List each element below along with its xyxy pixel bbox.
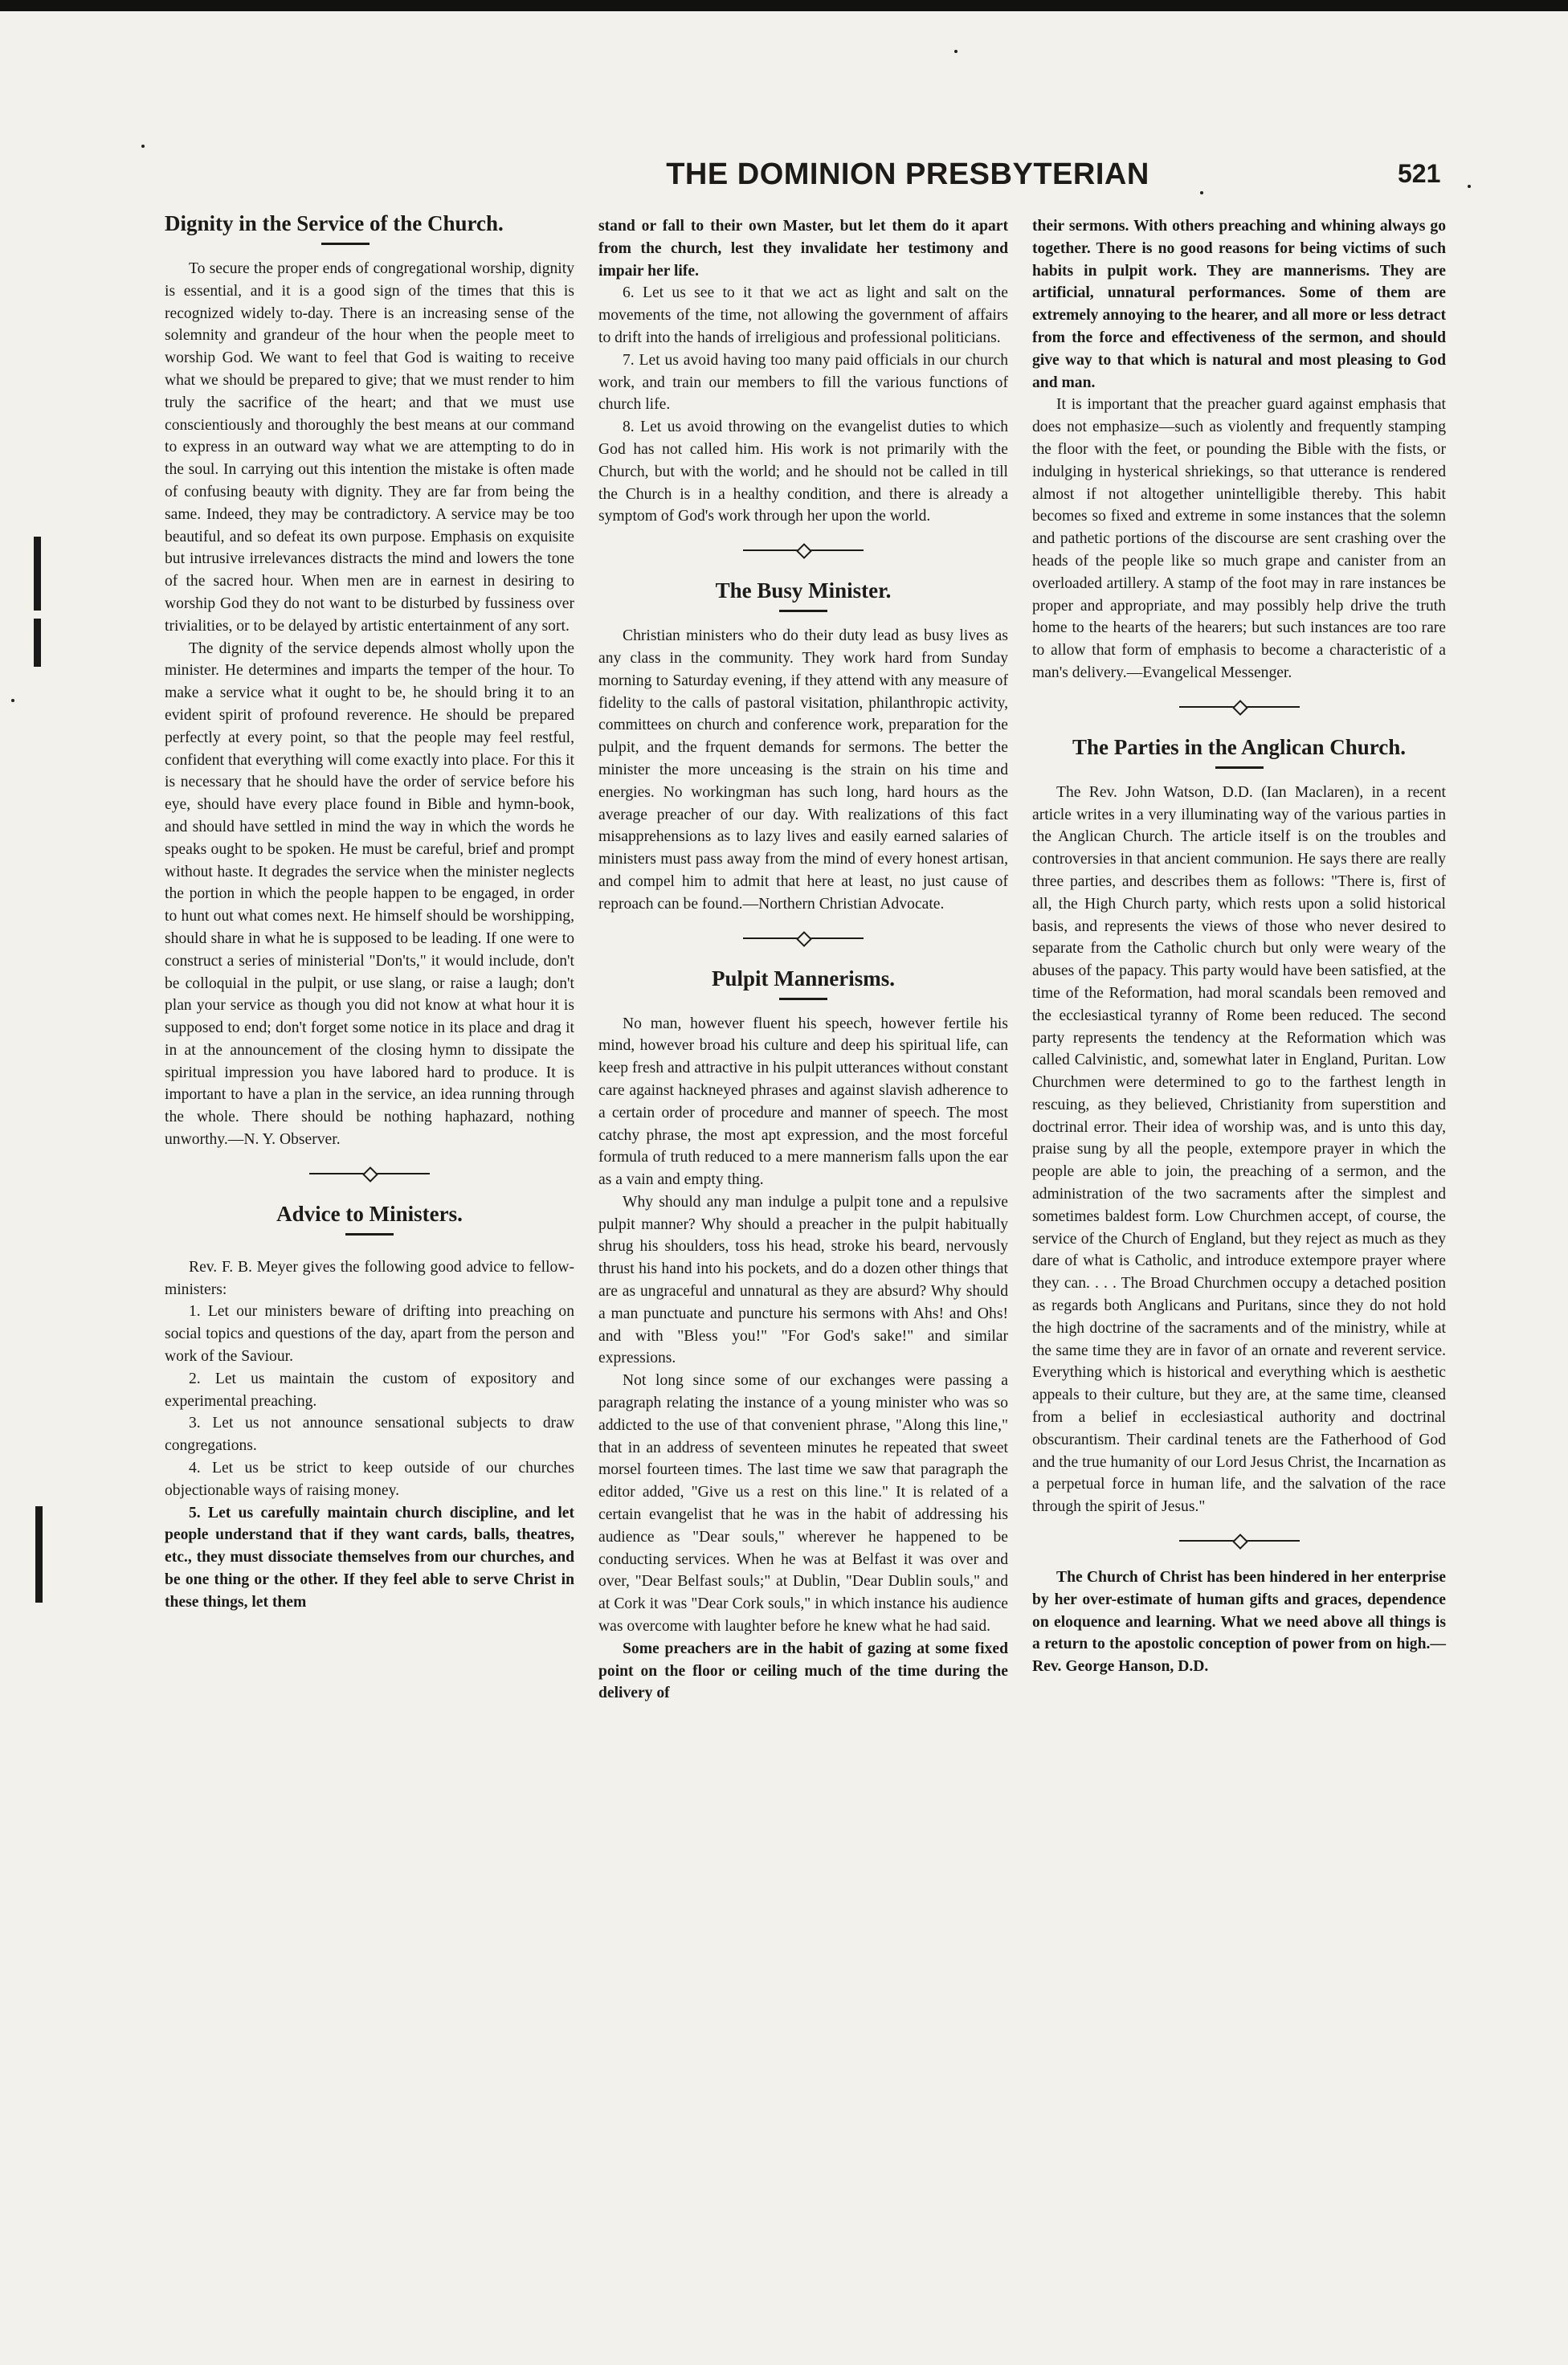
article-paragraph: The Rev. John Watson, D.D. (Ian Maclaren), in a recent article writes in a very illuminating way of the various parties in the Anglican Church. The article itself is on the troubles and controversies in that ancient communion. He says there are really three parties, and describes them as follows: "There is, first of all, the High Church party, which rests upon a solid historical basis, and represents the views of those who never desired to separate from the Catholic church but only were weary of the abuses of the papacy. This party would have been satisfied, at the time of the Reformation, had moral scandals been removed and the ecclesiastical tyranny of Rome been reduced. The second party represents the tendency at the Reformation which was called Calvinistic, and, somewhat later in England, Puritan. Low Churchmen were determined to go to the farthest length in rescuing, as they believed, Christianity from superstition and doctrinal error. Their idea of worship was, and is unto this day, praise sung by all the people, extempore prayer in which the people are able to join, the preaching of a sermon, and the administration of the two sacraments after the simplest and sometimes baldest form. Low Churchmen accept, of course, the service of the Church of England, but they reject as much as they dare of what is Catholic, and introduce extempore prayer where they can. . . . The Broad Churchmen occupy a detached position as regards both Anglicans and Puritans, since they do not hold the high doctrine of the sacraments and of the ministry, while at the same time they are in favor of an ornate and reverent service. Everything which is historical and everything which is aesthetic appeals to their culture, but they are, at the same time, cleansed from a belief in ecclesiastical authority and doctrinal obscurantism. Their cardinal tenets are the Fatherhood of God and the true humanity of our Lord Jesus Christ, the Incarnation as a perpetual force in human life, and the salvation of the race through the spirit of Jesus."	[1032, 783, 1446, 1516]
list-item: 2. Let us maintain the custom of expository and experimental preaching.	[165, 1370, 574, 1410]
article-paragraph: The dignity of the service depends almost wholly upon the minister. He determines and imparts the temper of the hour. To make a service what it ought to be, he should bring it to an evident spirit of profound reverence. He should be prepared perfectly at every point, so that the people may feel restful, confident that everything will come exactly into place. For this it is necessary that he should have the order of service before his eye, should have every place found in Bible and hymn-book, and should have settled in mind the way in which the words he speaks ought to be spoken. He must be careful, brief and prompt without haste. It degrades the service when the minister neglects the portion in which the people happen to be engaged, in order to hunt out what comes next. He himself should be worshipping, should share in what he is supposed to be leading. If one were to construct a series of ministerial "Don'ts," it would include, don't be colloquial in the pulpit, or use slang, or raise a laugh; don't plan your service as though you did not know at what hour it is supposed to end; don't forget some notice in its place and drag it in at the announcement of the closing hymn to dissipate the spiritual impression you have labored hard to produce. It is important to have a plan in the service, an idea running through the whole. There should be nothing haphazard, nothing unworthy.—N. Y. Observer.	[165, 639, 574, 1149]
list-item: 6. Let us see to it that we act as light and salt on the movements of the time, not allowing the government of affairs to drift into the hands of irreligious and professional politicians.	[598, 284, 1008, 346]
speck	[1468, 185, 1471, 188]
speck	[141, 145, 145, 148]
title-underline	[779, 610, 827, 612]
page-header	[161, 157, 1478, 198]
list-item: 3. Let us not announce sensational subjects to draw congregations.	[165, 1415, 574, 1455]
article-paragraph: Why should any man indulge a pulpit tone and a repulsive pulpit manner? Why should a preacher in the pulpit habitually shrug his shoulders, toss his head, stroke his beard, nervously thrust his hand into his pockets, and do a dozen other things that are as ungraceful and unnatural as they are absurd? Why should a man punctuate and puncture his sermons with Ahs! and Ohs! and with "Bless you!" "For God's sake!" and similar expressions.	[598, 1193, 1008, 1367]
list-item: 7. Let us avoid having too many paid officials in our church work, and train our members to fill the various functions of church life.	[598, 351, 1008, 414]
page-number: 521	[1398, 159, 1441, 188]
section-divider	[1179, 702, 1300, 712]
article-title-anglican-parties: The Parties in the Anglican Church.	[1072, 734, 1407, 759]
speck	[954, 50, 958, 53]
article-paragraph: Christian ministers who do their duty lead as busy lives as any class in the community. They work hard from Sunday morning to Saturday evening, if they attend with any measure of fidelity to the calls of pastoral visitation, philanthropic activity, committees on church and conference work, preparation for the pulpit, and the frquent demands for sermons. The better the minister the more unceasing is the strain on his time and energies. No workingman has such long, hard hours as the average preacher of our day. With realizations of this fact misapprehensions as to lazy lives and easily earned salaries of ministers must pass away from the mind of every honest artisan, and compel him to admit that here at least, no just cause of reproach can be found.—Northern Christian Advocate.	[598, 627, 1008, 913]
speck	[1200, 191, 1203, 194]
publication-title: THE DOMINION PRESBYTERIAN	[666, 157, 1149, 191]
article-title-busy-minister: The Busy Minister.	[715, 578, 892, 603]
article-paragraph: stand or fall to their own Master, but let them do it apart from the church, lest they invalidate her testimony and impair her life.	[598, 218, 1008, 280]
section-divider	[1179, 1536, 1300, 1546]
margin-mark	[34, 619, 41, 667]
article-paragraph: To secure the proper ends of congregational worship, dignity is essential, and it is a good sign of the times that this is recognized widely to-day. There is an increasing sense of the solemnity and grandeur of the hour when the people meet to worship God. We want to feel that God is waiting to receive what we should be prepared to give; that we must render to him truly the sacrifice of the heart; and that we must use conscientiously and thoroughly the best means at our command to express in an outward way what we are attempting to do in the soul. In carrying out this intention the mistake is often made of confusing beauty with dignity. They are far from being the same. Indeed, they may be contradictory. A service may be too beautiful, and so defeat its own purpose. Emphasis on exquisite but intrusive irrelevances distracts the mind and lowers the tone of the sacred hour. When men are in earnest in desiring to worship God they do not want to be disturbed by fussiness over trivialities, or to be delayed by artistic entertainment of any sort.	[165, 260, 574, 635]
title-underline	[321, 243, 370, 245]
article-paragraph: The Church of Christ has been hindered in her enterprise by her over-estimate of human gifts and graces, dependence on eloquence and learning. What we need above all things is a return to the apostolic conception of power from on high.—Rev. George Hanson, D.D.	[1032, 1569, 1446, 1676]
article-title-pulpit-mannerisms: Pulpit Mannerisms.	[711, 966, 895, 991]
list-item: 4. Let us be strict to keep outside of our churches objectionable ways of raising money.	[165, 1460, 574, 1499]
section-divider	[743, 545, 864, 555]
section-divider	[743, 933, 864, 943]
section-divider	[309, 1169, 430, 1178]
article-paragraph: Some preachers are in the habit of gazing at some fixed point on the floor or ceiling much of the time during the delivery of	[598, 1640, 1008, 1702]
margin-mark	[35, 1506, 43, 1603]
list-item: 8. Let us avoid throwing on the evangelist duties to which God has not called him. His work is not primarily with the Church, but with the world; and he should not be called in till the Church is in a healthy condition, and there is already a symptom of God's work through her upon the world.	[598, 419, 1008, 525]
article-paragraph: their sermons. With others preaching and whining always go together. There is no good reasons for being victims of such habits in pulpit work. They are mannerisms. They are artificial, unnatural performances. Some of them are extremely annoying to the hearer, and all more or less detract from the force and effectiveness of the sermon, and should give way to that which is natural and most pleasing to God and man.	[1032, 218, 1446, 391]
article-title-advice: Advice to Ministers.	[276, 1201, 463, 1226]
speck	[11, 699, 14, 702]
column-1	[165, 209, 574, 1614]
article-title-dignity: Dignity in the Service of the Church.	[165, 211, 504, 235]
column-3	[1032, 215, 1446, 1678]
article-paragraph: Not long since some of our exchanges were passing a paragraph relating the instance of a young minister who was so addicted to the use of that convenient phrase, "Along this line," that in an address of seventeen minutes he repeated that sweet morsel fourteen times. The last time we saw that paragraph the editor added, "Give us a rest on this line." It is related of a certain evangelist that he was in the habit of addressing his audience as "Dear souls," wherever he happened to be conducting services. When he was at Belfast it was over and over, "Dear Belfast souls;" at Dublin, "Dear Dublin souls," and at Cork it was "Dear Cork souls," in which instance his audience was overcome with laughter before he knew what he had said.	[598, 1372, 1008, 1636]
scan-top-edge	[0, 0, 1568, 11]
list-item: 1. Let our ministers beware of drifting into preaching on social topics and questions of the day, apart from the person and work of the Saviour.	[165, 1303, 574, 1366]
column-2	[598, 215, 1008, 1705]
article-paragraph: It is important that the preacher guard against emphasis that does not emphasize—such as violently and frequently stamping the floor with the feet, or pounding the Bible with the fists, or indulging in hysterical shriekings, so that utterance is rendered almost if not altogether unintelligible thereby. This habit becomes so fixed and extreme in some instances that the solemn and pathetic portions of the discourse are sent crashing over the heads of the people like so much grape and canister from an overloaded artillery. A stamp of the foot may in rare instances be proper and appropriate, and may possibly help drive the truth home to the hearts of the hearers; but such instances are too rare to allow that form of emphasis to become a characteristic of a man's delivery.—Evangelical Messenger.	[1032, 396, 1446, 681]
article-paragraph: No man, however fluent his speech, however fertile his mind, however broad his culture and deep his spiritual life, can keep fresh and attractive in his pulpit utterances without constant care against hackneyed phrases and against slavish adherence to a certain order of procedure and manner of speech. The most catchy phrase, the most apt expression, and the most forceful formula of truth reduced to a mere mannerism falls upon the ear as a vain and empty thing.	[598, 1015, 1008, 1189]
title-underline	[345, 1233, 394, 1236]
title-underline	[1215, 766, 1264, 769]
list-item: 5. Let us carefully maintain church discipline, and let people understand that if they want cards, balls, theatres, etc., they must dissociate themselves from our churches, and be one thing or the other. If they feel able to serve Christ in these things, let them	[165, 1504, 574, 1611]
margin-mark	[34, 537, 41, 611]
article-paragraph: Rev. F. B. Meyer gives the following good advice to fellow-ministers:	[165, 1258, 574, 1298]
title-underline	[779, 998, 827, 1000]
